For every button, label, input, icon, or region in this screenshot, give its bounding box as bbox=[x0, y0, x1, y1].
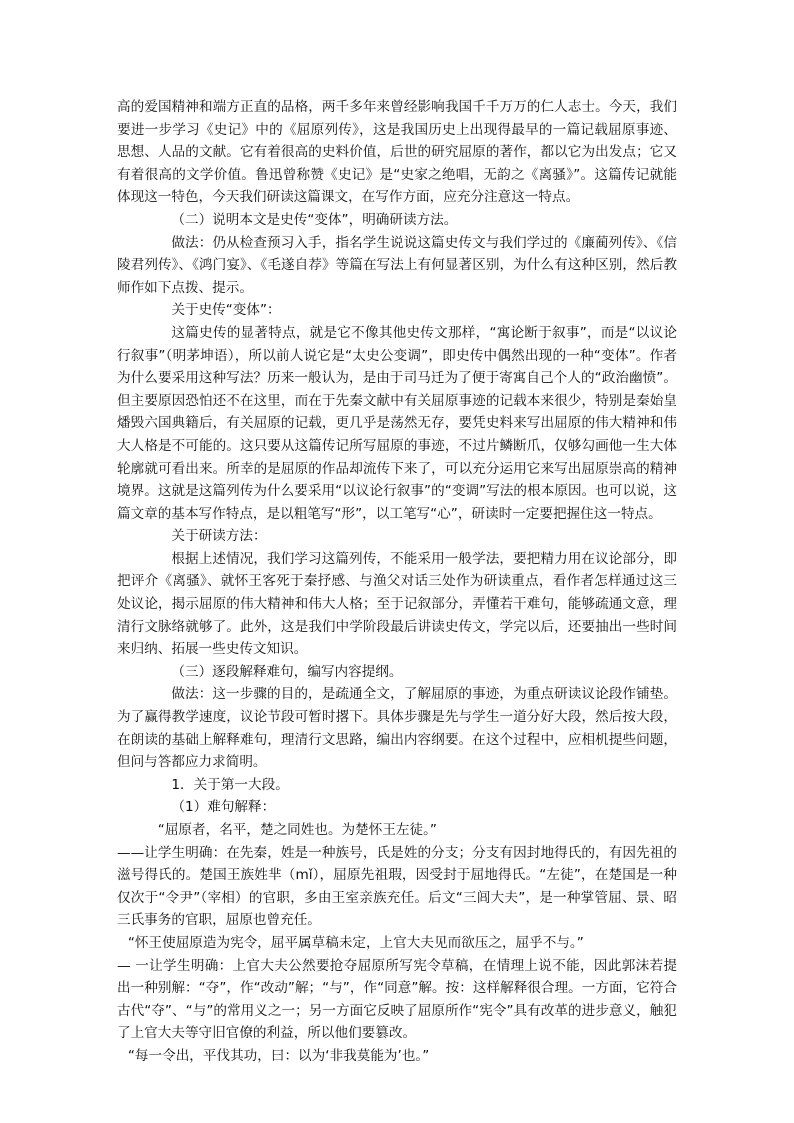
quote-3: “每一令出，平伐其功，曰：以为‘非我莫能为’也。” bbox=[127, 1047, 430, 1064]
section-heading-3: （三）逐段解释难句，编写内容提纲。 bbox=[171, 663, 403, 680]
subheading-reading-method: 关于研读方法： bbox=[171, 528, 267, 545]
quote-1: “屈原者，名平，楚之同姓也。为楚怀王左徒。” bbox=[157, 822, 437, 838]
document-body bbox=[117, 96, 677, 1068]
method-paragraph: 做法：仍从检查预习入手，指名学生说说这篇史传文与我们学过的《廉蔺列传》、《信陵君列传》、《鸿门宴》、《毛遂自荐》等篇在写法上有何显著区别，为什么有这种区别，然后教师作如下点拨、提示。 bbox=[117, 234, 677, 296]
explanation-1: ——让学生明确：在先秦，姓是一种族号，氏是姓的分支；分支有因封地得氏的，有因先祖的滋号得氏的。楚国王族姓芈（mǐ），屈原先祖瑕，因受封于屈地得氏。“左徒”，在楚国是一种仅次于“令尹”（宰相）的官职，多由王室亲族充任。后文“三闾大夫”，是一种掌管屈、景、昭三氏事务的官职，屈原也曾充任。 bbox=[117, 844, 677, 929]
subheading-variant: 关于史传“变体”： bbox=[171, 302, 281, 319]
step-paragraph: 做法：这一步骤的目的，是疏通全文，了解屈原的事迹，为重点研读议论段作铺垫。为了赢得教学速度，议论节段可暂时撂下。具体步骤是先与学生一道分好大段，然后按大段，在朗读的基础上解释难句，理清行文思路，编出内容纲要。在这个过程中，应相机提些问题，但问与答都应力求简明。 bbox=[117, 686, 677, 771]
subheading-difficult-sentences: （1）难句解释： bbox=[171, 799, 276, 816]
explanation-2: — 一让学生明确：上官大夫公然要抢夺屈原所写宪令草稿，在情理上说不能，因此郭沫若提出一种别解：“夺”，作“改动”解；“与”，作“同意”解。按：这样解释很合理。一方面，它符合古代“夺”、“与”的常用义之一；另一方面它反映了屈原所作“宪令”具有改革的进步意义，触犯了上官大夫等守旧官僚的利益，所以他们要篡改。 bbox=[117, 957, 677, 1042]
intro-paragraph: 高的爱国精神和端方正直的品格，两千多年来曾经影响我国千千万万的仁人志士。今天，我们要进一步学习《史记》中的《屈原列传》，这是我国历史上出现得最早的一篇记载屈原事迹、思想、人品的文献。它有着很高的史料价值，后世的研究屈原的著作，都以它为出发点；它又有着很高的文学价值。鲁迅曾称赞《史记》是“史家之绝唱，无韵之《离骚》”。这篇传记就能体现这一特色，今天我们研读这篇课文，在写作方面，应充分注意这一特点。 bbox=[117, 99, 677, 206]
reading-method-paragraph: 根据上述情况，我们学习这篇列传，不能采用一般学法，要把精力用在议论部分，即把评介《离骚》、就怀王客死于秦抒感、与渔父对话三处作为研读重点，看作者怎样通过这三处议论，揭示屈原的伟大精神和伟大人格；至于记叙部分，弄懂若干难句，能够疏通文意，理清行文脉络就够了。此外，这是我们中学阶段最后讲读史传文，学完以后，还要抽出一些时间来归纳、拓展一些史传文知识。 bbox=[117, 550, 677, 658]
quote-2: “怀王使屈原造为宪令，屈平属草稿未定，上官大夫见而欲压之，屈乎不与。” bbox=[127, 934, 584, 951]
subheading-part-1: 1．关于第一大段。 bbox=[171, 776, 289, 793]
section-heading-2: （二）说明本文是史传“变体”，明确研读方法。 bbox=[171, 211, 458, 228]
variant-paragraph: 这篇史传的显著特点，就是它不像其他史传文那样，“寓论断于叙事”，而是“以议论行叙事”（明茅坤语），所以前人说它是“太史公变调”，即史传中偶然出现的一种“变体”。作者为什么要采用这种写法？历来一般认为，是由于司马迁为了便于寄寓自己个人的“政治幽愤”。但主要原因恐怕还不在这里，而在于先秦文献中有关屈原事迹的记载本来很少，特别是秦始皇燔毁六国典籍后，有关屈原的记载，更几乎是荡然无存，要凭史料来写出屈原的伟大精神和伟大人格是不可能的。这只要从这篇传记所写屈原的事迹，不过片鳞断爪，仅够勾画他一生大体轮廓就可看出来。所幸的是屈原的作品却流传下来了，可以充分运用它来写出屈原崇高的精神境界。这就是这篇列传为什么要采用“以议论行叙事”的“变调”写法的根本原因。也可以说，这篇文章的基本写作特点，是以粗笔写“形”，以工笔写“心”，研读时一定要把握住这一特点。 bbox=[117, 324, 677, 522]
